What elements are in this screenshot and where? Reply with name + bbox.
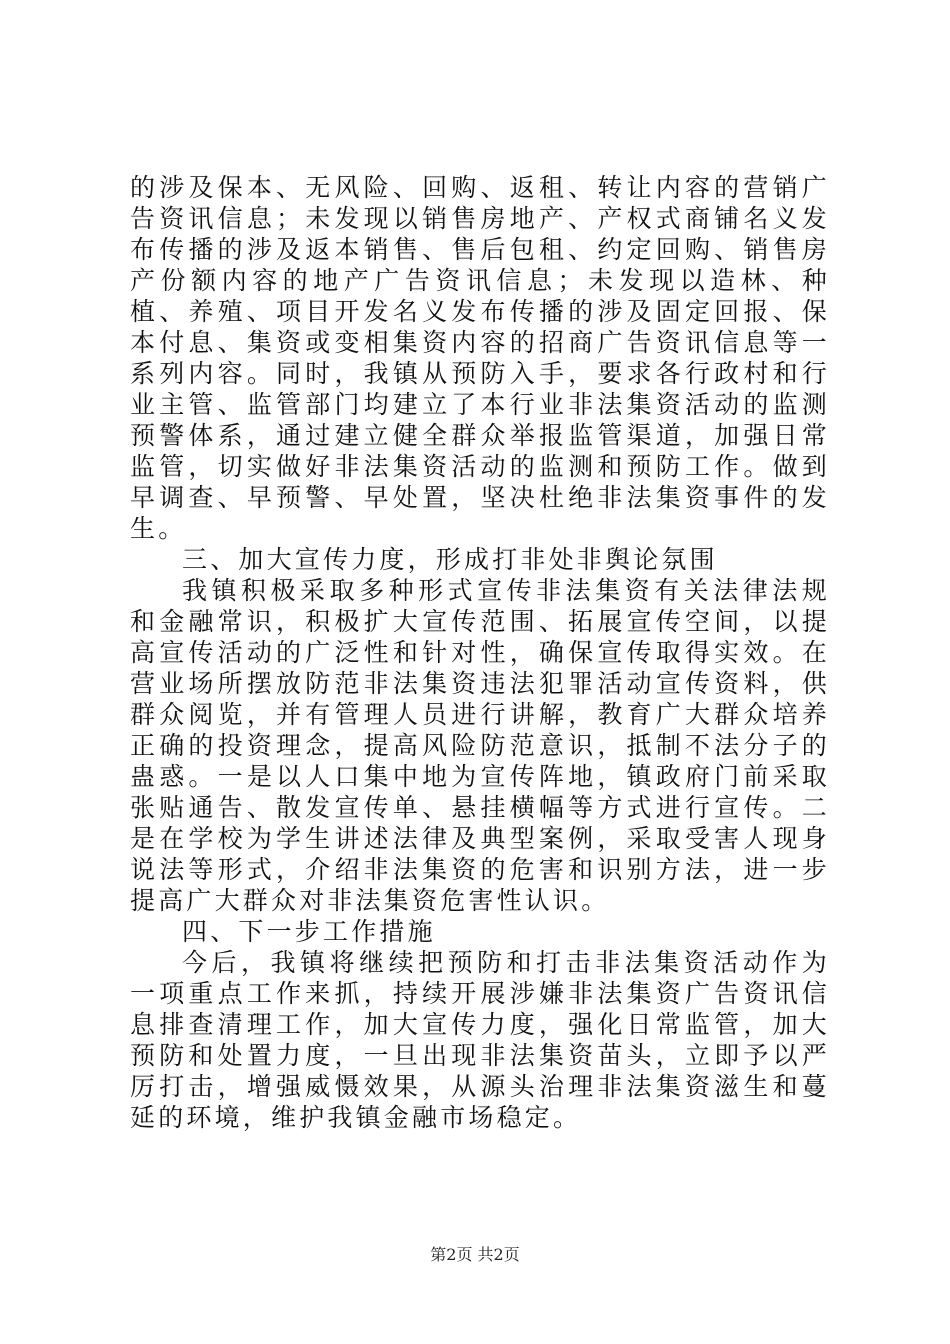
paragraph-continuation: 的涉及保本、无风险、回购、返租、转让内容的营销广告资讯信息；未发现以销售房地产、产权式商铺名义发布传播的涉及返本销售、售后包租、约定回购、销售房产份额内容的地产广告资讯信息；未发现以造林、种植、养殖、项目开发名义发布传播的涉及固定回报、保本付息、集资或变相集资内容的招商广告资讯信息等一系列内容。同时，我镇从预防入手，要求各行政村和行业主管、监管部门均建立了本行业非法集资活动的监测预警体系，通过建立健全群众举报监管渠道，加强日常监管，切实做好非法集资活动的监测和预防工作。做到早调查、早预警、早处置，坚决杜绝非法集资事件的发生。 — [130, 173, 830, 543]
document-body — [130, 172, 830, 1133]
section-heading-3: 三、加大宣传力度，形成打非处非舆论氛围 — [182, 545, 718, 574]
page-number-footer: 第2页 共2页 — [430, 1245, 520, 1264]
paragraph-publicity: 我镇积极采取多种形式宣传非法集资有关法律法规和金融常识，积极扩大宣传范围、拓展宣传空间，以提高宣传活动的广泛性和针对性，确保宣传取得实效。在营业场所摆放防范非法集资违法犯罪活动宣传资料，供群众阅览，并有管理人员进行讲解，教育广大群众培养正确的投资理念，提高风险防范意识，抵制不法分子的蛊惑。一是以人口集中地为宣传阵地，镇政府门前采取张贴通告、散发宣传单、悬挂横幅等方式进行宣传。二是在学校为学生讲述法律及典型案例，采取受害人现身说法等形式，介绍非法集资的危害和识别方法，进一步提高广大群众对非法集资危害性认识。 — [130, 576, 830, 915]
section-heading-4: 四、下一步工作措施 — [182, 917, 436, 946]
paragraph-next-steps: 今后，我镇将继续把预防和打击非法集资活动作为一项重点工作来抓，持续开展涉嫌非法集资广告资讯信息排查清理工作，加大宣传力度，强化日常监管，加大预防和处置力度，一旦出现非法集资苗头，立即予以严厉打击，增强威慑效果，从源头治理非法集资滋生和蔓延的环境，维护我镇金融市场稳定。 — [130, 948, 830, 1132]
